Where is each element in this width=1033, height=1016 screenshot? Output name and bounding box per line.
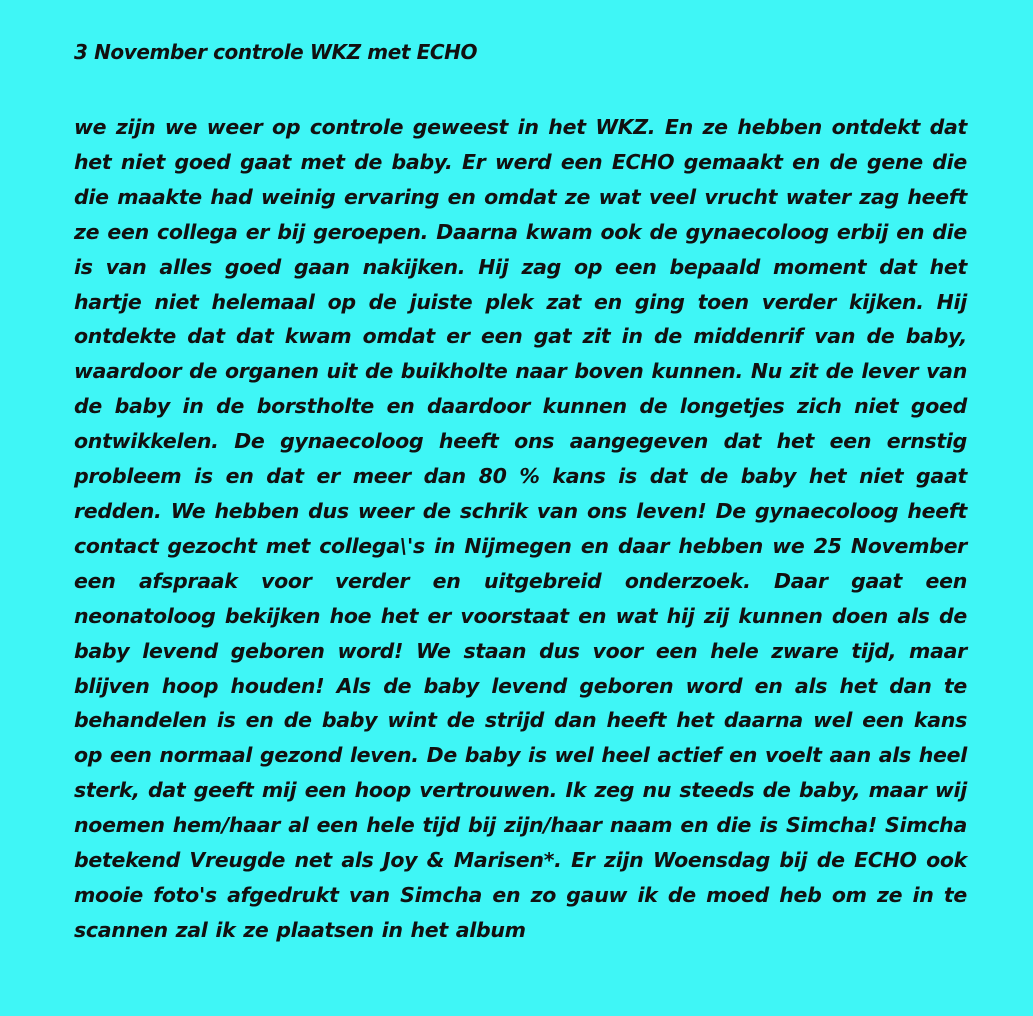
page-title: 3 November controle WKZ met ECHO — [74, 40, 478, 64]
body-paragraph: we zijn we weer op controle geweest in het WKZ. En ze hebben ontdekt dat het niet goed gaat met de baby. Er werd een ECHO gemaakt en de gene die die maakte had weinig ervaring en omdat ze wat veel vrucht water zag heeft ze een collega er bij geroepen. Daarna kwam ook de gynaecoloog erbij en die is van alles goed gaan nakijken. Hij zag op een bepaald moment dat het hartje niet helemaal op de juiste plek zat en ging toen verder kijken. Hij ontdekte dat dat kwam omdat er een gat zit in de middenrif van de baby, waardoor de organen uit de buikholte naar boven kunnen. Nu zit de lever van de baby in de borstholte en daardoor kunnen de longetjes zich niet goed ontwikkelen. De gynaecoloog heeft ons aangegeven dat het een ernstig probleem is en dat er meer dan 80 % kans is dat de baby het niet gaat redden. We hebben dus weer de schrik van ons leven! De gynaecoloog heeft contact gezocht met collega\'s in Nijmegen en daar hebben we 25 November een afspraak voor verder en uitgebreid onderzoek. Daar gaat een neonatoloog bekijken hoe het er voorstaat en wat hij zij kunnen doen als de baby levend geboren word! We staan dus voor een hele zware tijd, maar blijven hoop houden! Als de baby levend geboren word en als het dan te behandelen is en de baby wint de strijd dan heeft het daarna wel een kans op een normaal gezond leven. De baby is wel heel actief en voelt aan als heel sterk, dat geeft mij een hoop vertrouwen. Ik zeg nu steeds de baby, maar wij noemen hem/haar al een hele tijd bij zijn/haar naam en die is Simcha! Simcha betekend Vreugde net als Joy & Marisen*. Er zijn Woensdag bij de ECHO ook mooie foto's afgedrukt van Simcha en zo gauw ik de moed heb om ze in te scannen zal ik ze plaatsen in het album — [74, 115, 967, 942]
